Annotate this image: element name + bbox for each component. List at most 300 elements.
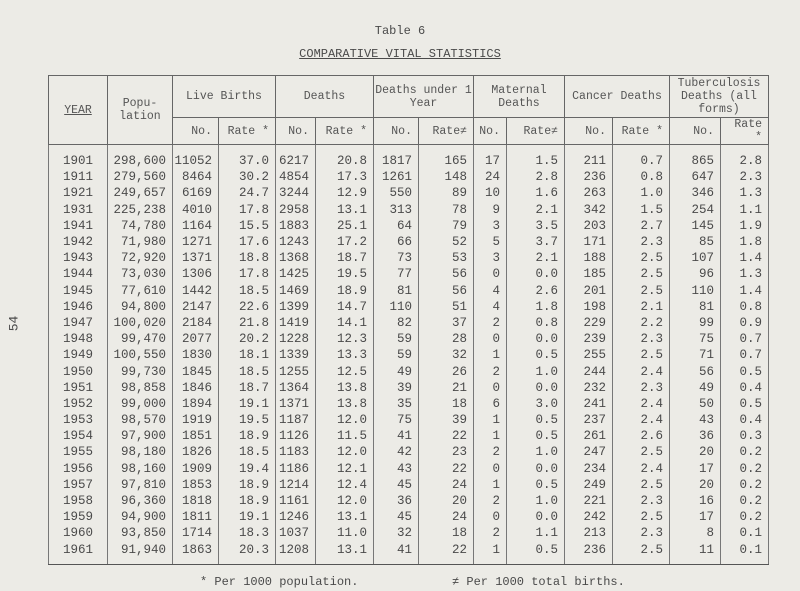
subheader-cell: Rate≠: [419, 118, 474, 145]
value-cell: 56: [419, 283, 474, 299]
value-cell: 148: [419, 169, 474, 185]
value-cell: 77: [374, 266, 419, 282]
value-cell: 2: [474, 315, 507, 331]
value-cell: 10: [474, 185, 507, 201]
value-cell: 2.5: [613, 283, 670, 299]
value-cell: 82: [374, 315, 419, 331]
value-cell: 3: [474, 218, 507, 234]
value-cell: 0.2: [721, 461, 769, 477]
value-cell: 17: [670, 509, 721, 525]
header-tuberculosis-deaths: Tuberculosis Deaths (all forms): [670, 76, 769, 118]
value-cell: 12.0: [316, 412, 374, 428]
value-cell: 2.5: [613, 542, 670, 565]
value-cell: 0.0: [507, 380, 565, 396]
value-cell: 4: [474, 283, 507, 299]
year-cell: 1946: [49, 299, 108, 315]
value-cell: 0.7: [721, 347, 769, 363]
value-cell: 1: [474, 477, 507, 493]
value-cell: 16: [670, 493, 721, 509]
value-cell: 1.6: [507, 185, 565, 201]
table-row: [49, 444, 769, 460]
value-cell: 0.7: [721, 331, 769, 347]
value-cell: 23: [419, 444, 474, 460]
value-cell: 78: [419, 202, 474, 218]
value-cell: 1368: [276, 250, 316, 266]
subheader-cell: No.: [565, 118, 613, 145]
value-cell: 1.1: [507, 525, 565, 541]
table-row: [49, 525, 769, 541]
subheader-cell: Rate *: [316, 118, 374, 145]
value-cell: 97,810: [108, 477, 173, 493]
value-cell: 2.4: [613, 461, 670, 477]
value-cell: 6217: [276, 145, 316, 170]
value-cell: 18.9: [219, 477, 276, 493]
value-cell: 0.0: [507, 461, 565, 477]
value-cell: 71,980: [108, 234, 173, 250]
value-cell: 1183: [276, 444, 316, 460]
footnote-per-births: ≠ Per 1000 total births.: [452, 575, 625, 589]
value-cell: 1863: [173, 542, 219, 565]
value-cell: 1371: [173, 250, 219, 266]
value-cell: 17.6: [219, 234, 276, 250]
value-cell: 100,550: [108, 347, 173, 363]
value-cell: 1339: [276, 347, 316, 363]
value-cell: 1187: [276, 412, 316, 428]
table-row: [49, 428, 769, 444]
value-cell: 2.4: [613, 363, 670, 379]
value-cell: 1399: [276, 299, 316, 315]
value-cell: 5: [474, 234, 507, 250]
value-cell: 2.5: [613, 509, 670, 525]
value-cell: 18: [419, 525, 474, 541]
value-cell: 1.3: [721, 266, 769, 282]
value-cell: 0.4: [721, 380, 769, 396]
value-cell: 0: [474, 509, 507, 525]
value-cell: 19.4: [219, 461, 276, 477]
value-cell: 19.5: [316, 266, 374, 282]
page-number: 54: [6, 315, 22, 332]
value-cell: 244: [565, 363, 613, 379]
value-cell: 24: [419, 509, 474, 525]
value-cell: 2.3: [613, 380, 670, 396]
year-cell: 1956: [49, 461, 108, 477]
value-cell: 1.4: [721, 283, 769, 299]
value-cell: 41: [374, 542, 419, 565]
year-cell: 1954: [49, 428, 108, 444]
value-cell: 8464: [173, 169, 219, 185]
year-cell: 1960: [49, 525, 108, 541]
value-cell: 18.9: [219, 428, 276, 444]
value-cell: 0.5: [507, 428, 565, 444]
value-cell: 6: [474, 396, 507, 412]
value-cell: 72,920: [108, 250, 173, 266]
value-cell: 1208: [276, 542, 316, 565]
value-cell: 185: [565, 266, 613, 282]
value-cell: 1826: [173, 444, 219, 460]
value-cell: 98,858: [108, 380, 173, 396]
value-cell: 2.5: [613, 477, 670, 493]
value-cell: 1442: [173, 283, 219, 299]
value-cell: 237: [565, 412, 613, 428]
value-cell: 75: [374, 412, 419, 428]
value-cell: 96,360: [108, 493, 173, 509]
value-cell: 0.2: [721, 493, 769, 509]
value-cell: 198: [565, 299, 613, 315]
value-cell: 1246: [276, 509, 316, 525]
table-title: Table 6: [374, 24, 426, 38]
value-cell: 32: [374, 525, 419, 541]
value-cell: 66: [374, 234, 419, 250]
value-cell: 20.3: [219, 542, 276, 565]
value-cell: 647: [670, 169, 721, 185]
value-cell: 2.1: [613, 299, 670, 315]
value-cell: 11052: [173, 145, 219, 170]
value-cell: 49: [670, 380, 721, 396]
value-cell: 0.8: [613, 169, 670, 185]
table-row: [49, 461, 769, 477]
value-cell: 1845: [173, 363, 219, 379]
value-cell: 64: [374, 218, 419, 234]
value-cell: 3.7: [507, 234, 565, 250]
table-subtitle: COMPARATIVE VITAL STATISTICS: [299, 47, 501, 61]
year-cell: 1921: [49, 185, 108, 201]
value-cell: 93,850: [108, 525, 173, 541]
table-row: [49, 234, 769, 250]
value-cell: 32: [419, 347, 474, 363]
value-cell: 1919: [173, 412, 219, 428]
year-cell: 1952: [49, 396, 108, 412]
value-cell: 242: [565, 509, 613, 525]
value-cell: 1255: [276, 363, 316, 379]
value-cell: 1811: [173, 509, 219, 525]
value-cell: 15.5: [219, 218, 276, 234]
subheader-cell: No.: [474, 118, 507, 145]
value-cell: 110: [670, 283, 721, 299]
value-cell: 2.1: [507, 202, 565, 218]
value-cell: 0: [474, 461, 507, 477]
value-cell: 0: [474, 331, 507, 347]
value-cell: 2.1: [507, 250, 565, 266]
value-cell: 19.1: [219, 396, 276, 412]
value-cell: 1261: [374, 169, 419, 185]
value-cell: 2.5: [613, 444, 670, 460]
value-cell: 4: [474, 299, 507, 315]
value-cell: 36: [670, 428, 721, 444]
value-cell: 94,800: [108, 299, 173, 315]
value-cell: 18.3: [219, 525, 276, 541]
footnote-per-population: * Per 1000 population.: [200, 575, 359, 589]
value-cell: 22: [419, 461, 474, 477]
value-cell: 1: [474, 428, 507, 444]
value-cell: 2.5: [613, 250, 670, 266]
value-cell: 211: [565, 145, 613, 170]
value-cell: 188: [565, 250, 613, 266]
value-cell: 39: [419, 412, 474, 428]
value-cell: 0.9: [721, 315, 769, 331]
value-cell: 30.2: [219, 169, 276, 185]
value-cell: 17.2: [316, 234, 374, 250]
table-row: [49, 396, 769, 412]
value-cell: 229: [565, 315, 613, 331]
value-cell: 56: [670, 363, 721, 379]
value-cell: 89: [419, 185, 474, 201]
value-cell: 1271: [173, 234, 219, 250]
value-cell: 1: [474, 347, 507, 363]
year-cell: 1961: [49, 542, 108, 565]
value-cell: 75: [670, 331, 721, 347]
value-cell: 2958: [276, 202, 316, 218]
value-cell: 236: [565, 169, 613, 185]
value-cell: 73: [374, 250, 419, 266]
value-cell: 1817: [374, 145, 419, 170]
value-cell: 2.6: [507, 283, 565, 299]
value-cell: 77,610: [108, 283, 173, 299]
table-row: [49, 347, 769, 363]
value-cell: 13.1: [316, 202, 374, 218]
value-cell: 74,780: [108, 218, 173, 234]
value-cell: 19.1: [219, 509, 276, 525]
value-cell: 20: [670, 477, 721, 493]
value-cell: 37.0: [219, 145, 276, 170]
value-cell: 17.8: [219, 266, 276, 282]
value-cell: 0.2: [721, 477, 769, 493]
value-cell: 11.0: [316, 525, 374, 541]
subheader-cell: No.: [173, 118, 219, 145]
value-cell: 18.9: [316, 283, 374, 299]
value-cell: 24: [419, 477, 474, 493]
value-cell: 52: [419, 234, 474, 250]
value-cell: 12.5: [316, 363, 374, 379]
value-cell: 37: [419, 315, 474, 331]
value-cell: 85: [670, 234, 721, 250]
year-cell: 1958: [49, 493, 108, 509]
value-cell: 43: [670, 412, 721, 428]
value-cell: 2184: [173, 315, 219, 331]
value-cell: 8: [670, 525, 721, 541]
value-cell: 221: [565, 493, 613, 509]
value-cell: 213: [565, 525, 613, 541]
value-cell: 0.5: [507, 412, 565, 428]
value-cell: 2: [474, 525, 507, 541]
value-cell: 18.1: [219, 347, 276, 363]
value-cell: 2.3: [613, 234, 670, 250]
value-cell: 0.5: [721, 396, 769, 412]
value-cell: 13.1: [316, 509, 374, 525]
value-cell: 18: [419, 396, 474, 412]
value-cell: 18.5: [219, 283, 276, 299]
value-cell: 18.8: [219, 250, 276, 266]
value-cell: 13.8: [316, 396, 374, 412]
value-cell: 18.7: [219, 380, 276, 396]
value-cell: 1846: [173, 380, 219, 396]
value-cell: 81: [374, 283, 419, 299]
year-cell: 1959: [49, 509, 108, 525]
value-cell: 1161: [276, 493, 316, 509]
value-cell: 2.8: [721, 145, 769, 170]
value-cell: 0.7: [613, 145, 670, 170]
value-cell: 45: [374, 477, 419, 493]
subheader-cell: No.: [276, 118, 316, 145]
value-cell: 3.5: [507, 218, 565, 234]
value-cell: 0.0: [507, 509, 565, 525]
value-cell: 247: [565, 444, 613, 460]
value-cell: 12.3: [316, 331, 374, 347]
value-cell: 18.9: [219, 493, 276, 509]
value-cell: 2.8: [507, 169, 565, 185]
value-cell: 1.0: [507, 363, 565, 379]
value-cell: 254: [670, 202, 721, 218]
table-row: [49, 331, 769, 347]
value-cell: 241: [565, 396, 613, 412]
value-cell: 0.3: [721, 428, 769, 444]
value-cell: 12.1: [316, 461, 374, 477]
value-cell: 98,180: [108, 444, 173, 460]
value-cell: 96: [670, 266, 721, 282]
year-cell: 1901: [49, 145, 108, 170]
value-cell: 51: [419, 299, 474, 315]
subheader-cell: Rate *: [219, 118, 276, 145]
value-cell: 1: [474, 542, 507, 565]
header-cancer-deaths: Cancer Deaths: [565, 76, 670, 118]
value-cell: 1: [474, 412, 507, 428]
value-cell: 22.6: [219, 299, 276, 315]
value-cell: 1243: [276, 234, 316, 250]
value-cell: 1853: [173, 477, 219, 493]
value-cell: 249: [565, 477, 613, 493]
value-cell: 14.1: [316, 315, 374, 331]
value-cell: 0.1: [721, 542, 769, 565]
value-cell: 98,570: [108, 412, 173, 428]
value-cell: 232: [565, 380, 613, 396]
table-row: [49, 542, 769, 565]
value-cell: 99,730: [108, 363, 173, 379]
header-population: Popu- lation: [108, 76, 173, 145]
value-cell: 2: [474, 363, 507, 379]
year-cell: 1944: [49, 266, 108, 282]
value-cell: 298,600: [108, 145, 173, 170]
value-cell: 171: [565, 234, 613, 250]
value-cell: 165: [419, 145, 474, 170]
header-deaths-under-1: Deaths under 1 Year: [374, 76, 474, 118]
value-cell: 2.7: [613, 218, 670, 234]
table-row: [49, 315, 769, 331]
value-cell: 2.5: [613, 347, 670, 363]
value-cell: 20.2: [219, 331, 276, 347]
value-cell: 1371: [276, 396, 316, 412]
subheader-cell: Rate *: [613, 118, 670, 145]
value-cell: 50: [670, 396, 721, 412]
value-cell: 12.9: [316, 185, 374, 201]
value-cell: 279,560: [108, 169, 173, 185]
value-cell: 0.2: [721, 509, 769, 525]
value-cell: 12.0: [316, 444, 374, 460]
value-cell: 0.0: [507, 266, 565, 282]
value-cell: 6169: [173, 185, 219, 201]
table-row: [49, 185, 769, 201]
value-cell: 1.3: [721, 185, 769, 201]
value-cell: 1.0: [507, 444, 565, 460]
year-cell: 1943: [49, 250, 108, 266]
value-cell: 1228: [276, 331, 316, 347]
value-cell: 12.0: [316, 493, 374, 509]
value-cell: 42: [374, 444, 419, 460]
value-cell: 0.5: [721, 363, 769, 379]
table-row: [49, 299, 769, 315]
value-cell: 2.2: [613, 315, 670, 331]
value-cell: 0.8: [507, 315, 565, 331]
year-cell: 1950: [49, 363, 108, 379]
value-cell: 9: [474, 202, 507, 218]
value-cell: 263: [565, 185, 613, 201]
value-cell: 0.5: [507, 347, 565, 363]
value-cell: 1.0: [507, 493, 565, 509]
value-cell: 13.8: [316, 380, 374, 396]
value-cell: 239: [565, 331, 613, 347]
value-cell: 1830: [173, 347, 219, 363]
value-cell: 99: [670, 315, 721, 331]
value-cell: 1164: [173, 218, 219, 234]
year-cell: 1949: [49, 347, 108, 363]
value-cell: 2.4: [613, 412, 670, 428]
value-cell: 107: [670, 250, 721, 266]
value-cell: 99,000: [108, 396, 173, 412]
value-cell: 0.5: [507, 477, 565, 493]
value-cell: 225,238: [108, 202, 173, 218]
value-cell: 17: [670, 461, 721, 477]
table-row: [49, 493, 769, 509]
table-row: [49, 283, 769, 299]
year-cell: 1955: [49, 444, 108, 460]
value-cell: 0: [474, 380, 507, 396]
value-cell: 2.5: [613, 266, 670, 282]
value-cell: 249,657: [108, 185, 173, 201]
table-row: [49, 380, 769, 396]
value-cell: 234: [565, 461, 613, 477]
value-cell: 2: [474, 493, 507, 509]
year-cell: 1953: [49, 412, 108, 428]
year-cell: 1948: [49, 331, 108, 347]
table-row: [49, 250, 769, 266]
value-cell: 25.1: [316, 218, 374, 234]
year-cell: 1945: [49, 283, 108, 299]
value-cell: 1.0: [613, 185, 670, 201]
value-cell: 11: [670, 542, 721, 565]
value-cell: 261: [565, 428, 613, 444]
table-row: [49, 363, 769, 379]
value-cell: 53: [419, 250, 474, 266]
value-cell: 17: [474, 145, 507, 170]
header-maternal-deaths: Maternal Deaths: [474, 76, 565, 118]
value-cell: 0.4: [721, 412, 769, 428]
value-cell: 203: [565, 218, 613, 234]
value-cell: 0.1: [721, 525, 769, 541]
value-cell: 81: [670, 299, 721, 315]
year-cell: 1951: [49, 380, 108, 396]
value-cell: 1469: [276, 283, 316, 299]
value-cell: 1.8: [507, 299, 565, 315]
value-cell: 0.2: [721, 444, 769, 460]
table-row: [49, 412, 769, 428]
value-cell: 1714: [173, 525, 219, 541]
value-cell: 4854: [276, 169, 316, 185]
table-row: [49, 509, 769, 525]
value-cell: 1894: [173, 396, 219, 412]
value-cell: 2.3: [613, 331, 670, 347]
value-cell: 2.3: [613, 525, 670, 541]
value-cell: 3244: [276, 185, 316, 201]
value-cell: 91,940: [108, 542, 173, 565]
value-cell: 201: [565, 283, 613, 299]
